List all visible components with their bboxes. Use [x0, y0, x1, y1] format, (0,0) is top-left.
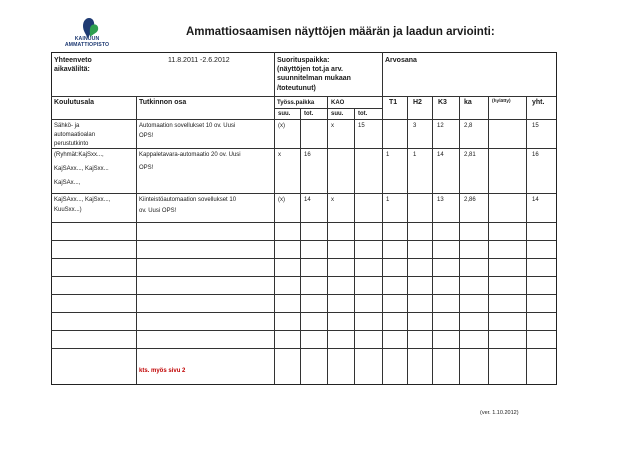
col-divider [488, 96, 489, 384]
cell-k3: 13 [437, 197, 444, 203]
cell-koulutusala: Sähkö- ja [54, 123, 80, 129]
row-divider [51, 240, 556, 241]
col-header-kao: KAO [331, 100, 345, 106]
cell-kao-suu: x [331, 123, 334, 129]
row-divider [51, 294, 556, 295]
cell-tutkinnon-osa: OPS! [139, 133, 154, 139]
see-also-note: kts. myös sivu 2 [139, 368, 186, 374]
summary-label: Yhteenveto [54, 57, 92, 64]
row-divider [51, 312, 556, 313]
subheader-suu: suu. [331, 111, 344, 117]
summary-period-label: aikaväliltä: [54, 66, 90, 73]
version-label: (ver. 1.10.2012) [480, 410, 519, 416]
col-header-tutkinnon-osa: Tutkinnon osa [139, 99, 187, 106]
cell-koulutusala: (Ryhmät:KajSxx..., [54, 152, 104, 158]
grade-label: Arvosana [385, 57, 417, 64]
col-divider [274, 52, 275, 384]
cell-koulutusala: automaatioalan [54, 132, 96, 138]
cell-tutkinnon-osa: Kiinteistöautomaation sovellukset 10 [139, 197, 237, 203]
cell-koulutusala: KajSAxx..., KajSxx... [54, 166, 109, 172]
col-header-hylatty: (hylätty) [492, 99, 511, 104]
cell-ka: 2,8 [464, 123, 473, 129]
col-header-t1: T1 [389, 99, 398, 106]
cell-ka: 2,81 [464, 152, 476, 158]
row-divider [51, 193, 556, 194]
cell-tp-suu: x [278, 152, 281, 158]
col-header-yht: yht. [532, 99, 545, 106]
cell-h2: 1 [413, 152, 417, 158]
col-header-ka: ka [464, 99, 472, 106]
cell-tp-tot: 14 [304, 197, 311, 203]
cell-yht: 15 [532, 123, 539, 129]
cell-yht: 14 [532, 197, 539, 203]
cell-tutkinnon-osa: Automaation sovellukset 10 ov. Uusi [139, 123, 236, 129]
logo-line-1: KAINUUN [74, 36, 100, 42]
col-header-tyossa: Työss.paikka [277, 100, 315, 106]
col-divider [300, 108, 301, 384]
col-divider [432, 96, 433, 384]
cell-k3: 12 [437, 123, 444, 129]
cell-tp-suu: (x) [278, 123, 285, 129]
subheader-suu: suu. [278, 111, 291, 117]
cell-koulutusala: KajSAxx..., KajSxx..., [54, 197, 111, 203]
row-divider [51, 276, 556, 277]
col-divider [459, 96, 460, 384]
col-divider [526, 96, 527, 384]
row-divider [51, 96, 556, 97]
subheader-tot: tot. [358, 111, 368, 117]
cell-h2: 3 [413, 123, 417, 129]
cell-t1: 1 [386, 152, 390, 158]
col-divider [136, 96, 137, 384]
row-divider [51, 222, 556, 223]
cell-koulutusala: perustutkinto [54, 141, 89, 147]
col-divider [382, 52, 383, 384]
row-divider [51, 348, 556, 349]
cell-tutkinnon-osa: OPS! [139, 165, 154, 171]
cell-t1: 1 [386, 197, 390, 203]
cell-tutkinnon-osa: Kappaletavara-automaatio 20 ov. Uusi [139, 152, 241, 158]
cell-tp-tot: 16 [304, 152, 311, 158]
col-header-koulutusala: Koulutusala [54, 99, 95, 106]
cell-tutkinnon-osa: ov. Uusi OPS! [139, 208, 177, 214]
cell-k3: 14 [437, 152, 444, 158]
cell-kao-suu: x [331, 197, 334, 203]
cell-yht: 16 [532, 152, 539, 158]
subheader-tot: tot. [304, 111, 314, 117]
col-header-k3: K3 [438, 99, 447, 106]
logo-line-2: AMMATTIOPISTO [64, 42, 110, 48]
place-label-note: (näyttöjen tot.ja arv. [277, 66, 343, 73]
row-divider [51, 148, 556, 149]
place-label: Suorituspaikka: [277, 57, 330, 64]
col-divider [354, 108, 355, 384]
cell-koulutusala: KuuSxx...) [54, 207, 82, 213]
page-title: Ammattiosaamisen näyttöjen määrän ja laadun arviointi: [186, 26, 495, 38]
date-range: 11.8.2011 -2.6.2012 [168, 57, 230, 64]
cell-kao-tot: 15 [358, 123, 365, 129]
row-divider [51, 258, 556, 259]
row-divider [51, 330, 556, 331]
cell-ka: 2,86 [464, 197, 476, 203]
cell-koulutusala: KajSAx..., [54, 180, 81, 186]
col-header-h2: H2 [413, 99, 422, 106]
logo-text [52, 36, 122, 48]
place-label-note: /toteutunut) [277, 85, 316, 92]
cell-tp-suu: (x) [278, 197, 285, 203]
col-divider [407, 96, 408, 384]
col-divider [327, 96, 328, 384]
place-label-note: suunnitelman mukaan [277, 75, 351, 82]
